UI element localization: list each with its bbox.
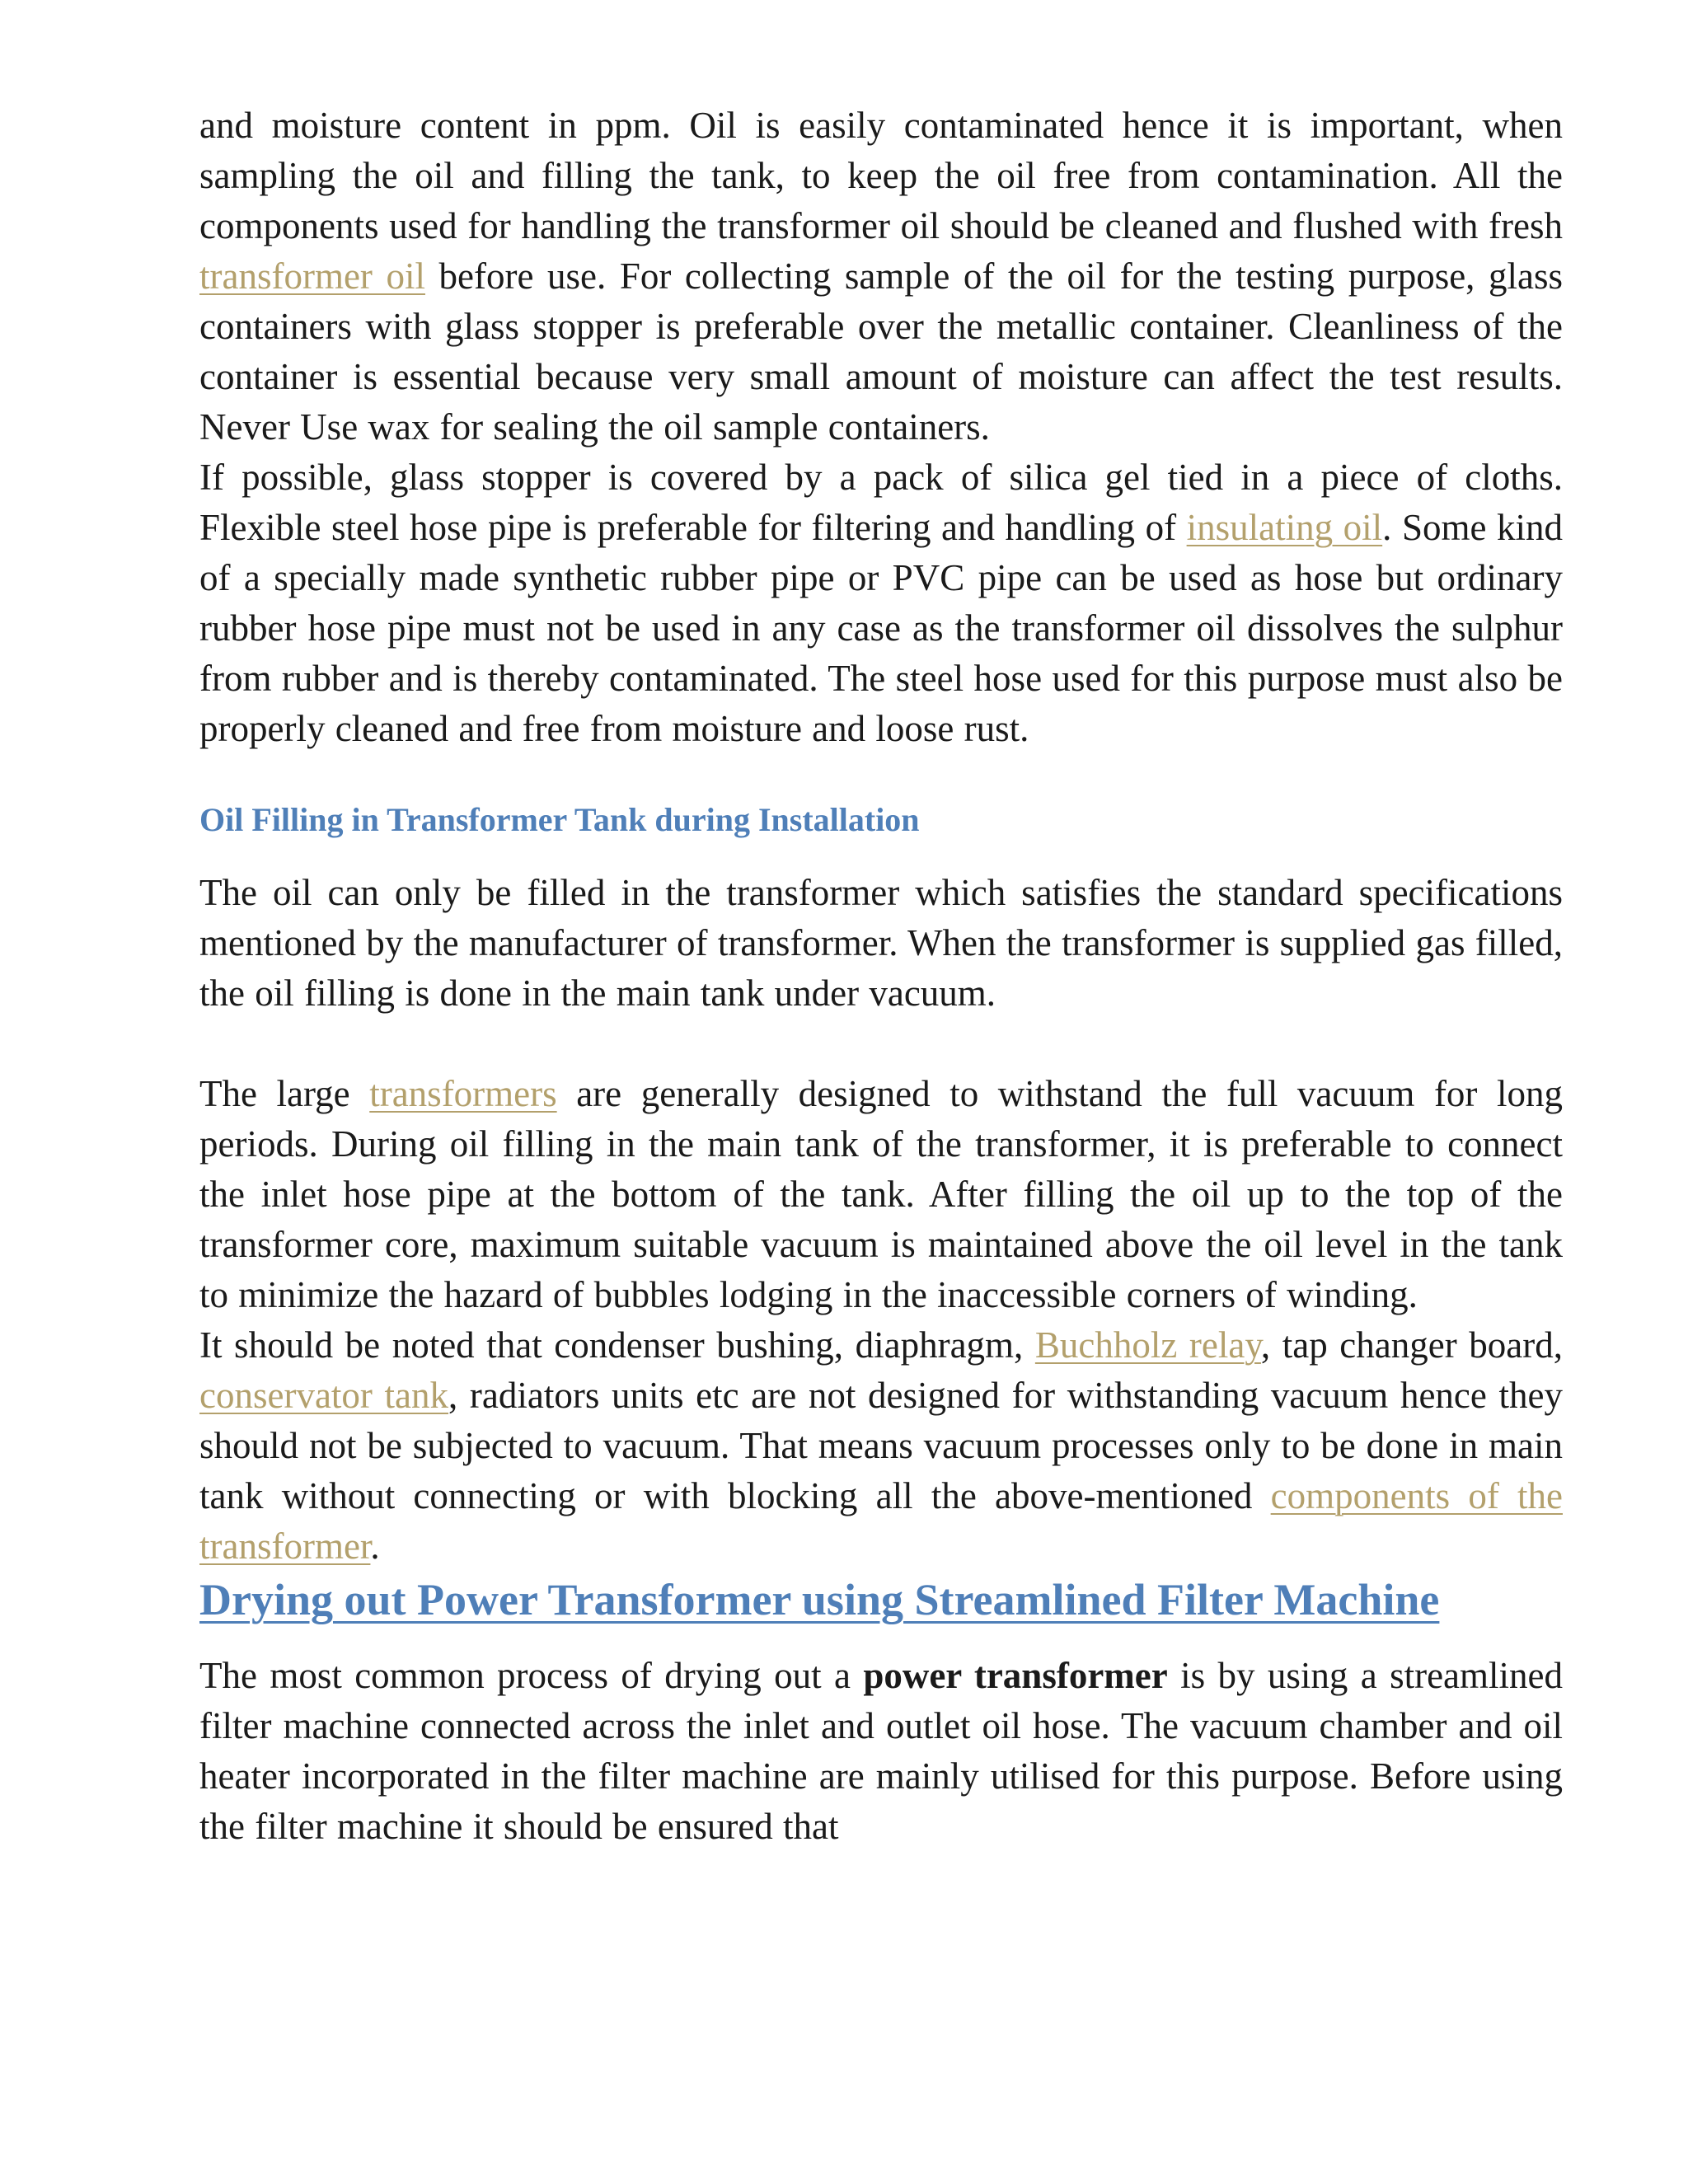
paragraph-text: It should be noted that condenser bushing, diaphragm, (199, 1324, 1035, 1366)
link-conservator-tank[interactable]: conservator tank (199, 1375, 449, 1416)
section-heading-drying-out[interactable]: Drying out Power Transformer using Streamlined Filter Machine (199, 1575, 1440, 1624)
paragraph-text: . Some kind of a specially made synthetic rubber pipe or PVC pipe can be used as hose but ordinary rubber hose pipe must not be used in any case as the transformer oil dissolves the sulphur from rubber and is thereby contaminated. The steel hose used for this purpose must also be properly cleaned and free from moisture and loose rust. (199, 507, 1563, 749)
link-transformer-oil[interactable]: transformer oil (199, 255, 425, 297)
link-transformers[interactable]: transformers (369, 1073, 557, 1114)
paragraph-text: , tap changer board, (1260, 1324, 1563, 1366)
link-insulating-oil[interactable]: insulating oil (1186, 507, 1383, 548)
link-components-of-transformer[interactable]: components of the transformer (199, 1475, 1563, 1567)
paragraph-text: The most common process of drying out a (199, 1655, 864, 1696)
paragraph-text: If possible, glass stopper is covered by a pack of silica gel tied in a piece of cloths. Flexible steel hose pipe is preferable for filtering and handling of (199, 457, 1563, 548)
paragraph-text: are generally designed to withstand the full vacuum for long periods. During oil filling in the main tank of the transformer, it is preferable to connect the inlet hose pipe at the bottom of the tank. After filling the oil up to the top of the transformer core, maximum suitable vacuum is maintained above the oil level in the tank to minimize the hazard of bubbles lodging in the inaccessible corners of winding. (199, 1073, 1563, 1315)
paragraph-text: . (370, 1526, 380, 1567)
paragraph-text: is by using a streamlined filter machine connected across the inlet and outlet oil hose. The vacuum chamber and oil heater incorporated in the filter machine are mainly utilised for this purpose. Before using the filter machine it should be ensured that (199, 1655, 1563, 1847)
paragraph-text: before use. For collecting sample of the oil for the testing purpose, glass containers with glass stopper is preferable over the metallic container. Cleanliness of the container is essential because very small amount of moisture can affect the test results. Never Use wax for sealing the oil sample containers. (199, 255, 1563, 448)
paragraph-text: and moisture content in ppm. Oil is easily contaminated hence it is important, when sampling the oil and filling the tank, to keep the oil free from contamination. All the components used for handling the transformer oil should be cleaned and flushed with fresh (199, 105, 1563, 246)
paragraph-hose-pipe (199, 452, 1563, 754)
paragraph-vacuum-components (199, 1320, 1563, 1572)
link-buchholz-relay[interactable]: Buchholz relay (1034, 1324, 1261, 1366)
paragraph-oil-sampling (199, 101, 1563, 452)
paragraph-oil-filling-specs: The oil can only be filled in the transformer which satisfies the standard specifications mentioned by the manufacturer of transformer. When the transformer is supplied gas filled, the oil filling is done in the main tank under vacuum. (199, 872, 1563, 1014)
paragraph-drying-process (199, 1651, 1563, 1852)
bold-power-transformer: power transformer (863, 1655, 1168, 1696)
paragraph-text: The large (199, 1073, 370, 1114)
paragraph-text: , radiators units etc are not designed for withstanding vacuum hence they should not be subjected to vacuum. That means vacuum processes only to be done in main tank without connecting or with blocking all the above-mentioned (199, 1375, 1563, 1516)
paragraph-large-transformers (199, 1069, 1563, 1320)
section-heading-oil-filling: Oil Filling in Transformer Tank during Installation (199, 801, 920, 838)
document-page (199, 101, 1563, 1852)
